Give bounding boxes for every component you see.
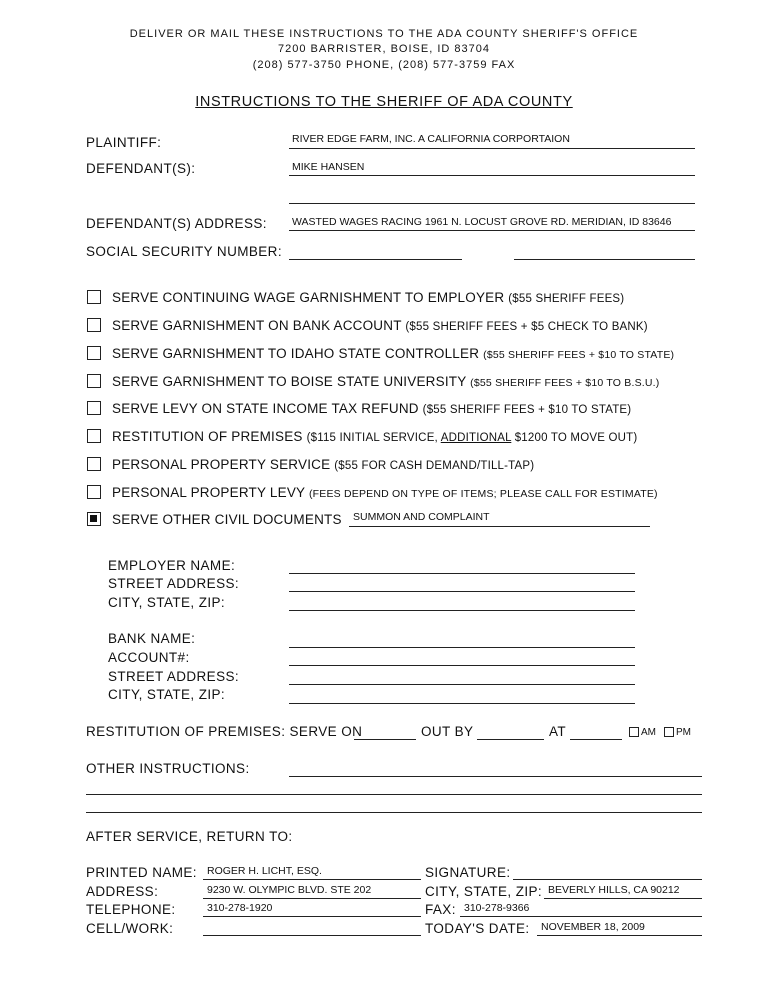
plaintiff-line: [289, 148, 695, 149]
bank-account-line[interactable]: [289, 665, 635, 666]
pm-label: PM: [676, 727, 691, 738]
option-bank-garnishment: [112, 318, 648, 333]
option-note: (FEES DEPEND ON TYPE OF ITEMS; PLEASE CALL FOR ESTIMATE): [308, 488, 658, 500]
restitution-at-label: AT: [549, 724, 567, 739]
signature-line[interactable]: [513, 879, 702, 880]
header-line-1: DELIVER OR MAIL THESE INSTRUCTIONS TO THE ADA COUNTY SHERIFF'S OFFICE: [129, 28, 639, 40]
option-checkbox-bank[interactable]: [87, 318, 101, 332]
option-main: PERSONAL PROPERTY LEVY: [112, 485, 309, 500]
signature-label: SIGNATURE:: [425, 865, 511, 880]
option-note: $1200 TO MOVE OUT): [511, 432, 638, 444]
fax-line: [460, 916, 702, 917]
ssn-line-2[interactable]: [514, 259, 695, 260]
option-note-underlined: ADDITIONAL: [440, 432, 512, 444]
option-state-controller: [112, 346, 674, 361]
option-main: SERVE GARNISHMENT ON BANK ACCOUNT: [112, 318, 406, 333]
option-note: ($55 SHERIFF FEES + $5 CHECK TO BANK): [405, 321, 648, 333]
address-line: [203, 898, 421, 899]
option-main: SERVE GARNISHMENT TO IDAHO STATE CONTROLLER: [112, 346, 484, 361]
plaintiff-value[interactable]: RIVER EDGE FARM, INC. A CALIFORNIA CORPORTAION: [292, 133, 570, 145]
option-note: ($55 SHERIFF FEES + $10 TO STATE): [483, 349, 675, 361]
bank-city-label: CITY, STATE, ZIP:: [108, 687, 226, 702]
restitution-at-line[interactable]: [570, 739, 622, 740]
address-value[interactable]: 9230 W. OLYMPIC BLVD. STE 202: [207, 884, 372, 896]
return-to-label: AFTER SERVICE, RETURN TO:: [86, 829, 293, 844]
restitution-serve-line[interactable]: [354, 739, 416, 740]
option-main: SERVE CONTINUING WAGE GARNISHMENT TO EMPLOYER: [112, 290, 509, 305]
ssn-label: SOCIAL SECURITY NUMBER:: [86, 244, 282, 259]
am-checkbox[interactable]: [629, 727, 639, 737]
employer-name-line[interactable]: [289, 573, 635, 574]
ssn-line-1[interactable]: [289, 259, 462, 260]
printed-name-value[interactable]: ROGER H. LICHT, ESQ.: [207, 865, 322, 877]
employer-city-label: CITY, STATE, ZIP:: [108, 595, 226, 610]
option-checkbox-property-service[interactable]: [87, 457, 101, 471]
bank-account-label: ACCOUNT#:: [108, 650, 190, 665]
todays-date-line: [537, 935, 702, 936]
option-checkbox-tax[interactable]: [87, 401, 101, 415]
defendants-address-label: DEFENDANT(S) ADDRESS:: [86, 216, 267, 231]
bank-street-label: STREET ADDRESS:: [108, 669, 240, 684]
other-instructions-line-1[interactable]: [289, 776, 702, 777]
employer-street-label: STREET ADDRESS:: [108, 576, 240, 591]
telephone-label: TELEPHONE:: [86, 902, 176, 917]
option-restitution: [112, 429, 637, 444]
option-boise-state: [112, 374, 660, 389]
printed-name-label: PRINTED NAME:: [86, 865, 197, 880]
option-checkbox-restitution[interactable]: [87, 429, 101, 443]
option-wage-garnishment: [112, 290, 624, 305]
option-main: RESTITUTION OF PREMISES: [112, 429, 307, 444]
option-property-levy: [112, 485, 658, 500]
todays-date-value[interactable]: NOVEMBER 18, 2009: [541, 921, 645, 933]
employer-name-label: EMPLOYER NAME:: [108, 558, 236, 573]
option-checkbox-bsu[interactable]: [87, 374, 101, 388]
city-state-zip-label: CITY, STATE, ZIP:: [425, 884, 543, 899]
cell-work-label: CELL/WORK:: [86, 921, 174, 936]
cell-work-line[interactable]: [203, 935, 421, 936]
bank-name-label: BANK NAME:: [108, 631, 196, 646]
header-phone-fax: (208) 577-3750 PHONE, (208) 577-3759 FAX: [252, 59, 516, 71]
other-instructions-label: OTHER INSTRUCTIONS:: [86, 761, 250, 776]
option-note: ($55 SHERIFF FEES): [508, 293, 625, 305]
defendants-address-value[interactable]: WASTED WAGES RACING 1961 N. LOCUST GROVE RD. MERIDIAN, ID 83646: [292, 216, 672, 228]
form-title: INSTRUCTIONS TO THE SHERIFF OF ADA COUNTY: [195, 94, 573, 110]
telephone-value[interactable]: 310-278-1920: [207, 902, 273, 914]
defendants-label: DEFENDANT(S):: [86, 161, 196, 176]
plaintiff-label: PLAINTIFF:: [86, 135, 162, 150]
address-label: ADDRESS:: [86, 884, 159, 899]
other-instructions-line-2[interactable]: [86, 794, 702, 795]
other-instructions-line-3[interactable]: [86, 812, 702, 813]
option-checkbox-wage[interactable]: [87, 290, 101, 304]
restitution-serve-label: RESTITUTION OF PREMISES: SERVE ON: [86, 724, 363, 739]
am-label: AM: [641, 727, 656, 738]
city-state-zip-value[interactable]: BEVERLY HILLS, CA 90212: [548, 884, 680, 896]
bank-city-line[interactable]: [289, 703, 635, 704]
defendants-address-line: [289, 230, 695, 231]
option-checkbox-civil-documents[interactable]: [87, 512, 101, 526]
civil-documents-line: [349, 526, 650, 527]
option-main: PERSONAL PROPERTY SERVICE: [112, 457, 335, 472]
fax-value[interactable]: 310-278-9366: [464, 902, 530, 914]
header-address: 7200 BARRISTER, BOISE, ID 83704: [278, 43, 490, 55]
option-note: ($55 FOR CASH DEMAND/TILL-TAP): [334, 460, 535, 472]
option-main: SERVE GARNISHMENT TO BOISE STATE UNIVERSITY: [112, 374, 471, 389]
printed-name-line: [203, 879, 421, 880]
telephone-line: [203, 916, 421, 917]
option-note: ($55 SHERIFF FEES + $10 TO B.S.U.): [470, 377, 660, 389]
employer-city-line[interactable]: [289, 610, 635, 611]
city-state-zip-line: [544, 898, 702, 899]
restitution-out-by-label: OUT BY: [421, 724, 474, 739]
employer-street-line[interactable]: [289, 591, 635, 592]
defendants-value[interactable]: MIKE HANSEN: [292, 161, 365, 173]
option-checkbox-property-levy[interactable]: [87, 485, 101, 499]
restitution-out-by-line[interactable]: [477, 739, 544, 740]
pm-checkbox[interactable]: [664, 727, 674, 737]
defendants-line: [289, 175, 695, 176]
todays-date-label: TODAY'S DATE:: [425, 921, 530, 936]
option-tax-refund: [112, 401, 631, 416]
defendants-line-2[interactable]: [289, 203, 695, 204]
option-note: ($115 INITIAL SERVICE,: [306, 432, 441, 444]
bank-street-line[interactable]: [289, 684, 635, 685]
option-property-service: [112, 457, 534, 472]
civil-documents-value[interactable]: SUMMON AND COMPLAINT: [353, 511, 490, 523]
option-civil-documents: SERVE OTHER CIVIL DOCUMENTS: [112, 512, 342, 527]
option-note: ($55 SHERIFF FEES + $10 TO STATE): [422, 404, 632, 416]
option-main: SERVE LEVY ON STATE INCOME TAX REFUND: [112, 401, 423, 416]
option-checkbox-controller[interactable]: [87, 346, 101, 360]
fax-label: FAX:: [425, 902, 456, 917]
bank-name-line[interactable]: [289, 647, 635, 648]
